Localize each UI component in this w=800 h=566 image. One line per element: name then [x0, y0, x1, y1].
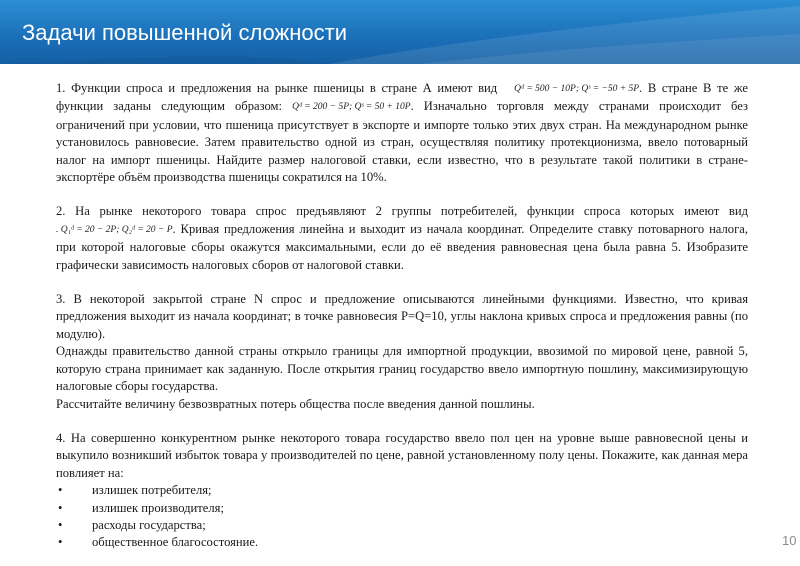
page-number: 10 — [782, 533, 797, 548]
list-item — [56, 517, 748, 534]
task-4-paragraph-1: 4. На совершенно конкурентном рынке некоторого товара государство ввело пол цен на уровне выше равновесной цены и выкупило возникший избыток товара у производителей по цене, равной установленному полу цены. Покажите, как данная мера повлияет на: — [56, 430, 748, 480]
task-2-text-a: 2. На рынке некоторого товара спрос предъявляют 2 группы потребителей, функции спроса которых имеют вид — [56, 204, 748, 219]
task-2-formula: . Q₁ᵈ = 20 − 2P; Q₂ᵈ = 20 − P — [56, 224, 173, 235]
list-item — [56, 482, 748, 499]
task-1-formula-country-b: Qᵈ = 200 − 5P; Qˢ = 50 + 10P — [292, 102, 411, 113]
bullet-icon: • — [58, 483, 63, 498]
bullet-icon: • — [58, 535, 63, 550]
bullet-icon: • — [58, 517, 63, 532]
task-4-list — [56, 482, 748, 552]
bullet-icon: • — [58, 500, 63, 515]
task-3-paragraph-2: Однажды правительство данной страны открыло границы для импортной продукции, ввозимой по мировой цене, равной 5, которую страна принимает как заданную. После открытия границ государство ввело импортную пошлину, максимизирующую налоговые сборы государства. — [56, 344, 748, 394]
list-item — [56, 500, 748, 517]
slide-content — [56, 80, 748, 552]
task-1-text-c: . Изначально торговля между странами происходит без ограничений при условии, что пшеница присутствует в экспорте и импорте только этих двух стран. На международном рынке установилось равновесие. Затем правительство одной из стран, осуществляя политику протекционизма, ввело потоварный налог на импорт пшеницы. Найдите размер налоговой ставки, если известно, что в результате такой политики в стране-экспортёре объём производства пшеницы сократился на 10%. — [56, 99, 748, 185]
list-item-text: излишек производителя; — [92, 500, 224, 515]
slide-header — [0, 0, 800, 64]
task-1-text-b: . В стране В те же функции заданы следующим образом: — [56, 81, 749, 114]
spacer — [56, 274, 748, 291]
task-3-paragraph-1: 3. В некоторой закрытой стране N спрос и предложение описываются линейными функциями. Известно, что кривая предложения выходит из начала координат; в точке равновесия P=Q=10, углы наклона кривых спроса и предложения равны (по модулю). — [56, 292, 748, 341]
task-3-paragraph-3: Рассчитайте величину безвозвратных потерь общества после введения данной пошлины. — [56, 396, 535, 411]
list-item-text: излишек потребителя; — [92, 483, 212, 498]
list-item-text: расходы государства; — [92, 517, 206, 532]
spacer — [56, 186, 748, 203]
task-2 — [56, 203, 748, 274]
slide-title: Задачи повышенной сложности — [22, 20, 347, 45]
spacer — [56, 413, 748, 430]
list-item-text: общественное благосостояние. — [92, 535, 259, 550]
list-item — [56, 534, 748, 551]
task-1-formula-country-a: Qᵈ = 500 − 10P; Qˢ = −50 + 5P — [514, 84, 640, 94]
task-1 — [56, 80, 748, 186]
task-1-text-a: 1. Функции спроса и предложения на рынке пшеницы в стране А имеют вид — [56, 81, 498, 95]
task-2-text-b: . Кривая предложения линейна и выходит из начала координат. Определите ставку потоварного налога, при которой налоговые сборы окажутся максимальными, если до её введения равновесная цена была равна 5. Изобразите графически зависимость налоговых сборов от налоговой ставки. — [56, 221, 748, 272]
